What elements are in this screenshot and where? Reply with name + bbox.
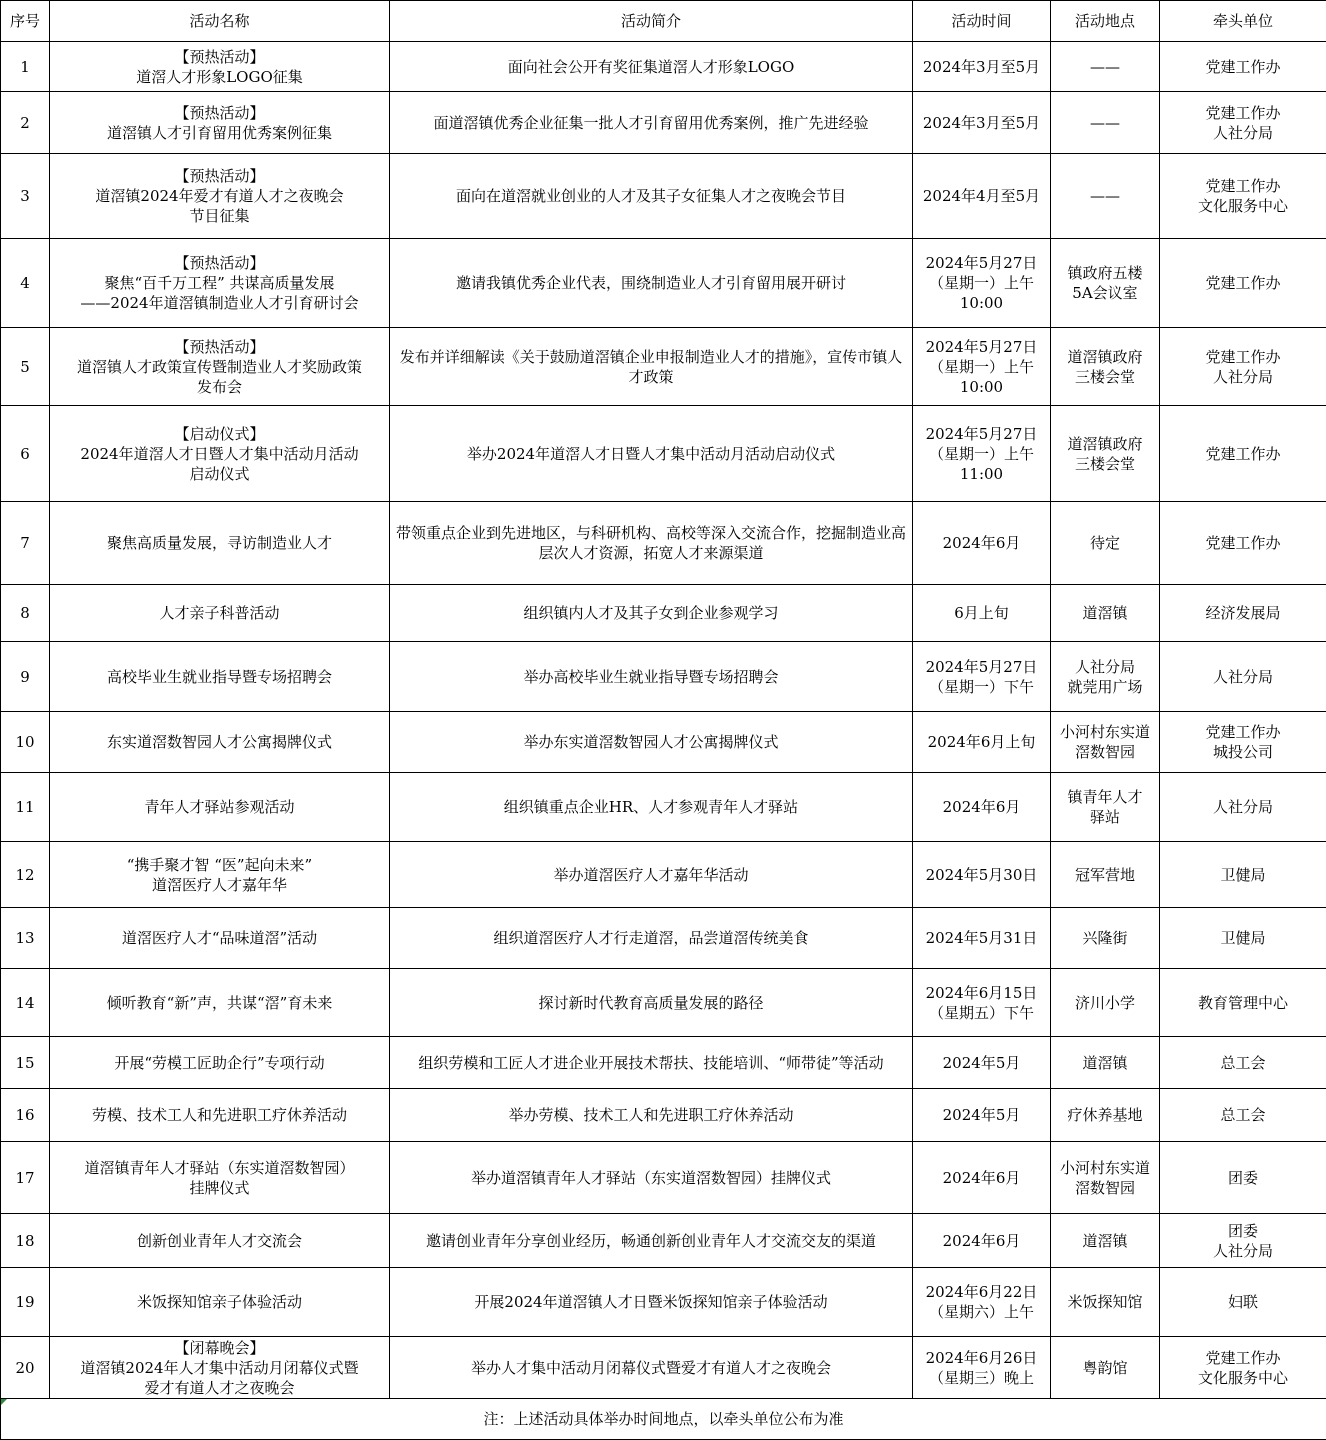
- lead-line: 人社分局: [1212, 1241, 1273, 1260]
- name-line: 道滘镇人才引育留用优秀案例征集: [106, 123, 332, 142]
- name-line: 【闭幕晚会】: [174, 1338, 265, 1357]
- cell-desc: [390, 969, 913, 1037]
- lead-line: 总工会: [1220, 1053, 1266, 1072]
- cell-time: [913, 842, 1051, 908]
- cell-name: [50, 642, 390, 712]
- cell-time: [913, 642, 1051, 712]
- cell-lead: [1160, 154, 1326, 239]
- cell-time: [913, 1337, 1051, 1399]
- cell-no: 15: [1, 1037, 50, 1089]
- cell-name: [50, 1214, 390, 1268]
- cell-lead: [1160, 1214, 1326, 1268]
- name-line: 发布会: [196, 377, 242, 396]
- cell-time: [913, 585, 1051, 642]
- time-line: 11:00: [959, 464, 1004, 483]
- cell-name: [50, 1037, 390, 1089]
- table-row: [1, 712, 1326, 773]
- cell-name: [50, 1337, 390, 1399]
- table-body: [1, 42, 1326, 1399]
- cell-name: [50, 92, 390, 154]
- name-line: 高校毕业生就业指导暨专场招聘会: [106, 667, 332, 686]
- place-line: 米饭探知馆: [1067, 1293, 1143, 1311]
- table-row: [1, 154, 1326, 239]
- desc-line: 举办高校毕业生就业指导暨专场招聘会: [523, 667, 779, 686]
- cell-no: 18: [1, 1214, 50, 1268]
- place-line: 三楼会堂: [1074, 454, 1135, 473]
- lead-line: 团委: [1227, 1221, 1258, 1240]
- cell-place: [1051, 1037, 1160, 1089]
- cell-no: 1: [1, 42, 50, 92]
- table-row: [1, 92, 1326, 154]
- lead-line: 党建工作办: [1205, 534, 1281, 552]
- desc-line: 举办人才集中活动月闭幕仪式暨爱才有道人才之夜晚会: [470, 1358, 831, 1377]
- cell-name: [50, 1089, 390, 1142]
- table-row: [1, 239, 1326, 328]
- time-line: 6月上旬: [954, 604, 1009, 622]
- name-line: 启动仪式: [189, 464, 250, 483]
- table-row: [1, 585, 1326, 642]
- lead-line: 文化服务中心: [1197, 1368, 1288, 1387]
- cell-lead: [1160, 1037, 1326, 1089]
- lead-line: 卫健局: [1220, 929, 1266, 947]
- time-line: 2024年5月27日: [925, 337, 1038, 356]
- time-line: 2024年5月: [942, 1106, 1021, 1124]
- table-row: [1, 406, 1326, 502]
- place-line: 镇政府五楼: [1067, 264, 1143, 282]
- place-line: 道滘镇: [1082, 604, 1128, 622]
- name-line: 【预热活动】: [174, 47, 265, 66]
- cell-name: [50, 1268, 390, 1337]
- header-place: 活动地点: [1051, 1, 1160, 42]
- lead-line: 党建工作办: [1205, 347, 1281, 366]
- note-row: [1, 1399, 1326, 1440]
- cell-place: [1051, 908, 1160, 969]
- cell-name: [50, 42, 390, 92]
- place-line: ——: [1090, 113, 1120, 132]
- table-row: [1, 502, 1326, 585]
- cell-place: [1051, 969, 1160, 1037]
- header-time: 活动时间: [913, 1, 1051, 42]
- lead-line: 团委: [1227, 1168, 1258, 1187]
- name-line: 道滘人才形象LOGO征集: [136, 67, 303, 86]
- time-line: 2024年5月27日: [925, 254, 1038, 272]
- lead-line: 党建工作办: [1205, 274, 1281, 292]
- place-line: 小河村东实道: [1059, 1158, 1150, 1177]
- cell-no: 9: [1, 642, 50, 712]
- lead-line: 教育管理中心: [1197, 993, 1288, 1012]
- cell-place: [1051, 842, 1160, 908]
- cell-time: [913, 406, 1051, 502]
- cell-lead: [1160, 502, 1326, 585]
- lead-line: 人社分局: [1212, 123, 1273, 142]
- time-line: 2024年4月至5月: [922, 187, 1041, 205]
- time-line: 10:00: [959, 294, 1004, 312]
- desc-line: 面向在道滘就业创业的人才及其子女征集人才之夜晚会节目: [455, 187, 846, 205]
- cell-time: [913, 239, 1051, 328]
- table-row: [1, 842, 1326, 908]
- time-line: （星期一）上午: [928, 274, 1034, 292]
- name-line: 倾听教育“新”声，共谋“滘”育未来: [106, 993, 333, 1012]
- name-line: 道滘镇2024年人才集中活动月闭幕仪式暨: [80, 1358, 359, 1377]
- cell-time: [913, 712, 1051, 773]
- cell-place: [1051, 642, 1160, 712]
- place-line: 冠军营地: [1074, 865, 1135, 884]
- time-line: 2024年6月: [942, 534, 1021, 552]
- table-row: [1, 642, 1326, 712]
- place-line: 驿站: [1089, 808, 1120, 826]
- lead-line: 卫健局: [1220, 865, 1266, 884]
- cell-no: 4: [1, 239, 50, 328]
- place-line: 粤韵馆: [1082, 1358, 1128, 1377]
- cell-desc: [390, 842, 913, 908]
- cell-no: 11: [1, 773, 50, 842]
- time-line: 2024年3月至5月: [922, 57, 1041, 76]
- time-line: 2024年6月: [942, 1168, 1021, 1187]
- desc-line: 邀请创业青年分享创业经历，畅通创新创业青年人才交流交友的渠道: [425, 1231, 876, 1250]
- name-line: 道滘医疗人才嘉年华: [151, 875, 287, 894]
- place-line: 疗休养基地: [1067, 1106, 1143, 1124]
- cell-lead: [1160, 842, 1326, 908]
- name-line: 劳模、技术工人和先进职工疗休养活动: [91, 1106, 347, 1124]
- cell-no: 5: [1, 328, 50, 406]
- cell-desc: [390, 1037, 913, 1089]
- time-line: 10:00: [959, 377, 1004, 396]
- name-line: 开展“劳模工匠助企行”专项行动: [114, 1053, 325, 1072]
- place-line: 就莞用广场: [1067, 677, 1143, 696]
- cell-lead: [1160, 712, 1326, 773]
- desc-line: 面向社会公开有奖征集道滘人才形象LOGO: [507, 57, 795, 76]
- cell-place: [1051, 502, 1160, 585]
- table-row: [1, 1089, 1326, 1142]
- name-line: “携手聚才智 “医”起向未来”: [126, 855, 313, 874]
- cell-place: [1051, 1089, 1160, 1142]
- desc-line: 举办劳模、技术工人和先进职工疗休养活动: [508, 1106, 794, 1124]
- place-line: 三楼会堂: [1074, 367, 1135, 386]
- cell-name: [50, 908, 390, 969]
- time-line: 2024年5月27日: [925, 657, 1038, 676]
- name-line: 道滘镇青年人才驿站（东实道滘数智园）: [84, 1158, 355, 1177]
- time-line: 2024年3月至5月: [922, 113, 1041, 132]
- cell-place: [1051, 92, 1160, 154]
- place-line: 道滘镇: [1082, 1053, 1128, 1072]
- table-row: [1, 908, 1326, 969]
- name-line: 东实道滘数智园人才公寓揭牌仪式: [106, 733, 332, 751]
- cell-time: [913, 1142, 1051, 1214]
- cell-desc: [390, 1089, 913, 1142]
- cell-no: 2: [1, 92, 50, 154]
- place-line: 滘数智园: [1074, 743, 1135, 761]
- time-line: 2024年6月26日: [925, 1348, 1038, 1367]
- cell-place: [1051, 1142, 1160, 1214]
- desc-line: 开展2024年道滘镇人才日暨米饭探知馆亲子体验活动: [474, 1293, 828, 1311]
- desc-line: 组织镇重点企业HR、人才参观青年人才驿站: [503, 798, 799, 816]
- cell-no: 17: [1, 1142, 50, 1214]
- lead-line: 党建工作办: [1205, 103, 1281, 122]
- cell-desc: [390, 1337, 913, 1399]
- lead-line: 经济发展局: [1205, 604, 1281, 622]
- cell-lead: [1160, 92, 1326, 154]
- cell-lead: [1160, 406, 1326, 502]
- name-line: ——2024年道滘镇制造业人才引育研讨会: [80, 294, 359, 312]
- time-line: 2024年5月27日: [925, 424, 1038, 443]
- table-row: [1, 1337, 1326, 1399]
- cell-desc: [390, 154, 913, 239]
- cell-place: [1051, 154, 1160, 239]
- desc-line: 举办2024年道滘人才日暨人才集中活动月活动启动仪式: [466, 444, 836, 463]
- cell-desc: [390, 1214, 913, 1268]
- time-line: （星期五）下午: [928, 1003, 1034, 1022]
- time-line: （星期一）上午: [928, 357, 1034, 376]
- cell-time: [913, 908, 1051, 969]
- name-line: 【预热活动】: [174, 167, 265, 185]
- cell-lead: [1160, 908, 1326, 969]
- table-row: [1, 773, 1326, 842]
- time-line: 2024年6月: [942, 798, 1021, 816]
- desc-line: 举办东实道滘数智园人才公寓揭牌仪式: [523, 733, 779, 751]
- cell-desc: [390, 406, 913, 502]
- time-line: （星期六）上午: [928, 1303, 1034, 1321]
- cell-name: [50, 239, 390, 328]
- cell-name: [50, 842, 390, 908]
- place-line: 道滘镇: [1082, 1231, 1128, 1250]
- place-line: ——: [1090, 57, 1120, 76]
- note-cell: 注：上述活动具体举办时间地点，以牵头单位公布为准: [1, 1399, 1326, 1440]
- name-line: 【预热活动】: [174, 103, 265, 122]
- cell-place: [1051, 239, 1160, 328]
- cell-name: [50, 585, 390, 642]
- place-line: 5A会议室: [1072, 284, 1138, 302]
- cell-time: [913, 42, 1051, 92]
- place-line: 滘数智园: [1074, 1178, 1135, 1197]
- cell-name: [50, 328, 390, 406]
- cell-time: [913, 1214, 1051, 1268]
- cell-lead: [1160, 585, 1326, 642]
- lead-line: 妇联: [1227, 1293, 1258, 1311]
- cell-place: [1051, 773, 1160, 842]
- cell-desc: [390, 712, 913, 773]
- name-line: 【预热活动】: [174, 337, 265, 356]
- cell-lead: [1160, 328, 1326, 406]
- name-line: 道滘镇人才政策宣传暨制造业人才奖励政策: [76, 357, 362, 376]
- desc-line: 组织镇内人才及其子女到企业参观学习: [523, 604, 779, 622]
- lead-line: 党建工作办: [1205, 177, 1281, 195]
- cell-desc: [390, 239, 913, 328]
- place-line: 待定: [1089, 534, 1120, 552]
- cell-no: 16: [1, 1089, 50, 1142]
- lead-line: 人社分局: [1212, 667, 1273, 686]
- cell-no: 12: [1, 842, 50, 908]
- place-line: 济川小学: [1074, 993, 1135, 1012]
- name-line: 【预热活动】: [174, 254, 265, 272]
- name-line: 爱才有道人才之夜晚会: [144, 1378, 295, 1397]
- time-line: 2024年5月31日: [925, 929, 1038, 947]
- cell-time: [913, 1037, 1051, 1089]
- cell-place: [1051, 585, 1160, 642]
- cell-place: [1051, 712, 1160, 773]
- cell-lead: [1160, 1142, 1326, 1214]
- cell-no: 7: [1, 502, 50, 585]
- cell-time: [913, 328, 1051, 406]
- cell-lead: [1160, 42, 1326, 92]
- lead-line: 党建工作办: [1205, 57, 1281, 76]
- desc-line: 举办道滘医疗人才嘉年华活动: [553, 865, 749, 884]
- table-row: [1, 328, 1326, 406]
- place-line: ——: [1090, 187, 1120, 205]
- cell-place: [1051, 1268, 1160, 1337]
- table-row: [1, 1268, 1326, 1337]
- desc-line: 组织劳模和工匠人才进企业开展技术帮扶、技能培训、“师带徒”等活动: [418, 1053, 884, 1072]
- cell-place: [1051, 1214, 1160, 1268]
- desc-line: 带领重点企业到先进地区，与科研机构、高校等深入交流合作，挖掘制造业高层次人才资源，拓宽人才来源渠道: [395, 524, 906, 562]
- lead-line: 党建工作办: [1205, 723, 1281, 741]
- name-line: 2024年道滘人才日暨人才集中活动月活动: [80, 444, 359, 463]
- table-row: [1, 1142, 1326, 1214]
- cell-desc: [390, 642, 913, 712]
- cell-name: [50, 969, 390, 1037]
- time-line: （星期一）上午: [928, 444, 1034, 463]
- name-line: 【启动仪式】: [174, 424, 265, 443]
- lead-line: 人社分局: [1212, 798, 1273, 816]
- cell-no: 10: [1, 712, 50, 773]
- cell-lead: [1160, 1337, 1326, 1399]
- desc-line: 面道滘镇优秀企业征集一批人才引育留用优秀案例，推广先进经验: [433, 113, 869, 132]
- time-line: （星期三）晚上: [928, 1368, 1034, 1387]
- desc-line: 发布并详细解读《关于鼓励道滘镇企业申报制造业人才的措施》，宣传市镇人才政策: [399, 347, 903, 386]
- cell-place: [1051, 1337, 1160, 1399]
- lead-line: 城投公司: [1212, 743, 1273, 761]
- cell-lead: [1160, 642, 1326, 712]
- time-line: 2024年6月22日: [925, 1283, 1038, 1301]
- name-line: 聚焦高质量发展，寻访制造业人才: [106, 534, 332, 552]
- time-line: 2024年6月: [942, 1231, 1021, 1250]
- cell-name: [50, 1142, 390, 1214]
- cell-lead: [1160, 773, 1326, 842]
- cell-desc: [390, 585, 913, 642]
- cell-no: 14: [1, 969, 50, 1037]
- cell-desc: [390, 502, 913, 585]
- place-line: 兴隆街: [1082, 929, 1128, 947]
- cell-time: [913, 969, 1051, 1037]
- lead-line: 党建工作办: [1205, 444, 1281, 463]
- name-line: 道滘医疗人才“品味道滘”活动: [121, 929, 318, 947]
- time-line: （星期一）下午: [928, 677, 1034, 696]
- desc-line: 邀请我镇优秀企业代表，围绕制造业人才引育留用展开研讨: [455, 274, 846, 292]
- cell-desc: [390, 92, 913, 154]
- table-row: [1, 969, 1326, 1037]
- lead-line: 总工会: [1220, 1106, 1266, 1124]
- name-line: 青年人才驿站参观活动: [144, 798, 295, 816]
- cell-time: [913, 773, 1051, 842]
- cell-time: [913, 92, 1051, 154]
- name-line: 挂牌仪式: [189, 1178, 250, 1197]
- header-no: 序号: [1, 1, 50, 42]
- table-row: [1, 1214, 1326, 1268]
- name-line: 聚焦“百千万工程” 共谋高质量发展: [104, 274, 335, 292]
- cell-no: 3: [1, 154, 50, 239]
- desc-line: 组织道滘医疗人才行走道滘，品尝道滘传统美食: [493, 929, 809, 947]
- cell-lead: [1160, 239, 1326, 328]
- name-line: 米饭探知馆亲子体验活动: [136, 1293, 302, 1311]
- cell-desc: [390, 1142, 913, 1214]
- time-line: 2024年6月上旬: [927, 733, 1036, 751]
- header-name: 活动名称: [50, 1, 390, 42]
- table-row: [1, 42, 1326, 92]
- cell-no: 6: [1, 406, 50, 502]
- lead-line: 党建工作办: [1205, 1348, 1281, 1367]
- cell-place: [1051, 328, 1160, 406]
- header-desc: 活动简介: [390, 1, 913, 42]
- cell-no: 20: [1, 1337, 50, 1399]
- cell-time: [913, 154, 1051, 239]
- place-line: 小河村东实道: [1059, 723, 1150, 741]
- cell-name: [50, 406, 390, 502]
- name-line: 道滘镇2024年爱才有道人才之夜晚会: [95, 187, 344, 205]
- header-lead: 牵头单位: [1160, 1, 1326, 42]
- cell-place: [1051, 42, 1160, 92]
- cell-desc: [390, 773, 913, 842]
- time-line: 2024年5月: [942, 1053, 1021, 1072]
- cell-name: [50, 712, 390, 773]
- cell-no: 19: [1, 1268, 50, 1337]
- time-line: 2024年5月30日: [925, 865, 1038, 884]
- cell-name: [50, 154, 390, 239]
- cell-desc: [390, 328, 913, 406]
- cell-place: [1051, 406, 1160, 502]
- cell-time: [913, 1089, 1051, 1142]
- name-line: 创新创业青年人才交流会: [136, 1231, 302, 1250]
- cell-time: [913, 1268, 1051, 1337]
- cell-name: [50, 502, 390, 585]
- cell-name: [50, 773, 390, 842]
- table-row: [1, 1037, 1326, 1089]
- cell-lead: [1160, 969, 1326, 1037]
- place-line: 道滘镇政府: [1067, 347, 1143, 366]
- desc-line: 探讨新时代教育高质量发展的路径: [538, 993, 764, 1012]
- header-row: [1, 1, 1326, 42]
- place-line: 道滘镇政府: [1067, 434, 1143, 453]
- time-line: 2024年6月15日: [925, 983, 1038, 1002]
- cell-lead: [1160, 1268, 1326, 1337]
- cell-no: 8: [1, 585, 50, 642]
- cell-desc: [390, 908, 913, 969]
- lead-line: 人社分局: [1212, 367, 1273, 386]
- place-line: 人社分局: [1074, 657, 1135, 676]
- place-line: 镇青年人才: [1067, 788, 1143, 806]
- name-line: 人才亲子科普活动: [159, 604, 280, 622]
- cell-time: [913, 502, 1051, 585]
- lead-line: 文化服务中心: [1197, 197, 1288, 215]
- cell-desc: [390, 1268, 913, 1337]
- desc-line: 举办道滘镇青年人才驿站（东实道滘数智园）挂牌仪式: [470, 1168, 831, 1187]
- name-line: 节目征集: [189, 207, 250, 225]
- cell-lead: [1160, 1089, 1326, 1142]
- cell-desc: [390, 42, 913, 92]
- cell-no: 13: [1, 908, 50, 969]
